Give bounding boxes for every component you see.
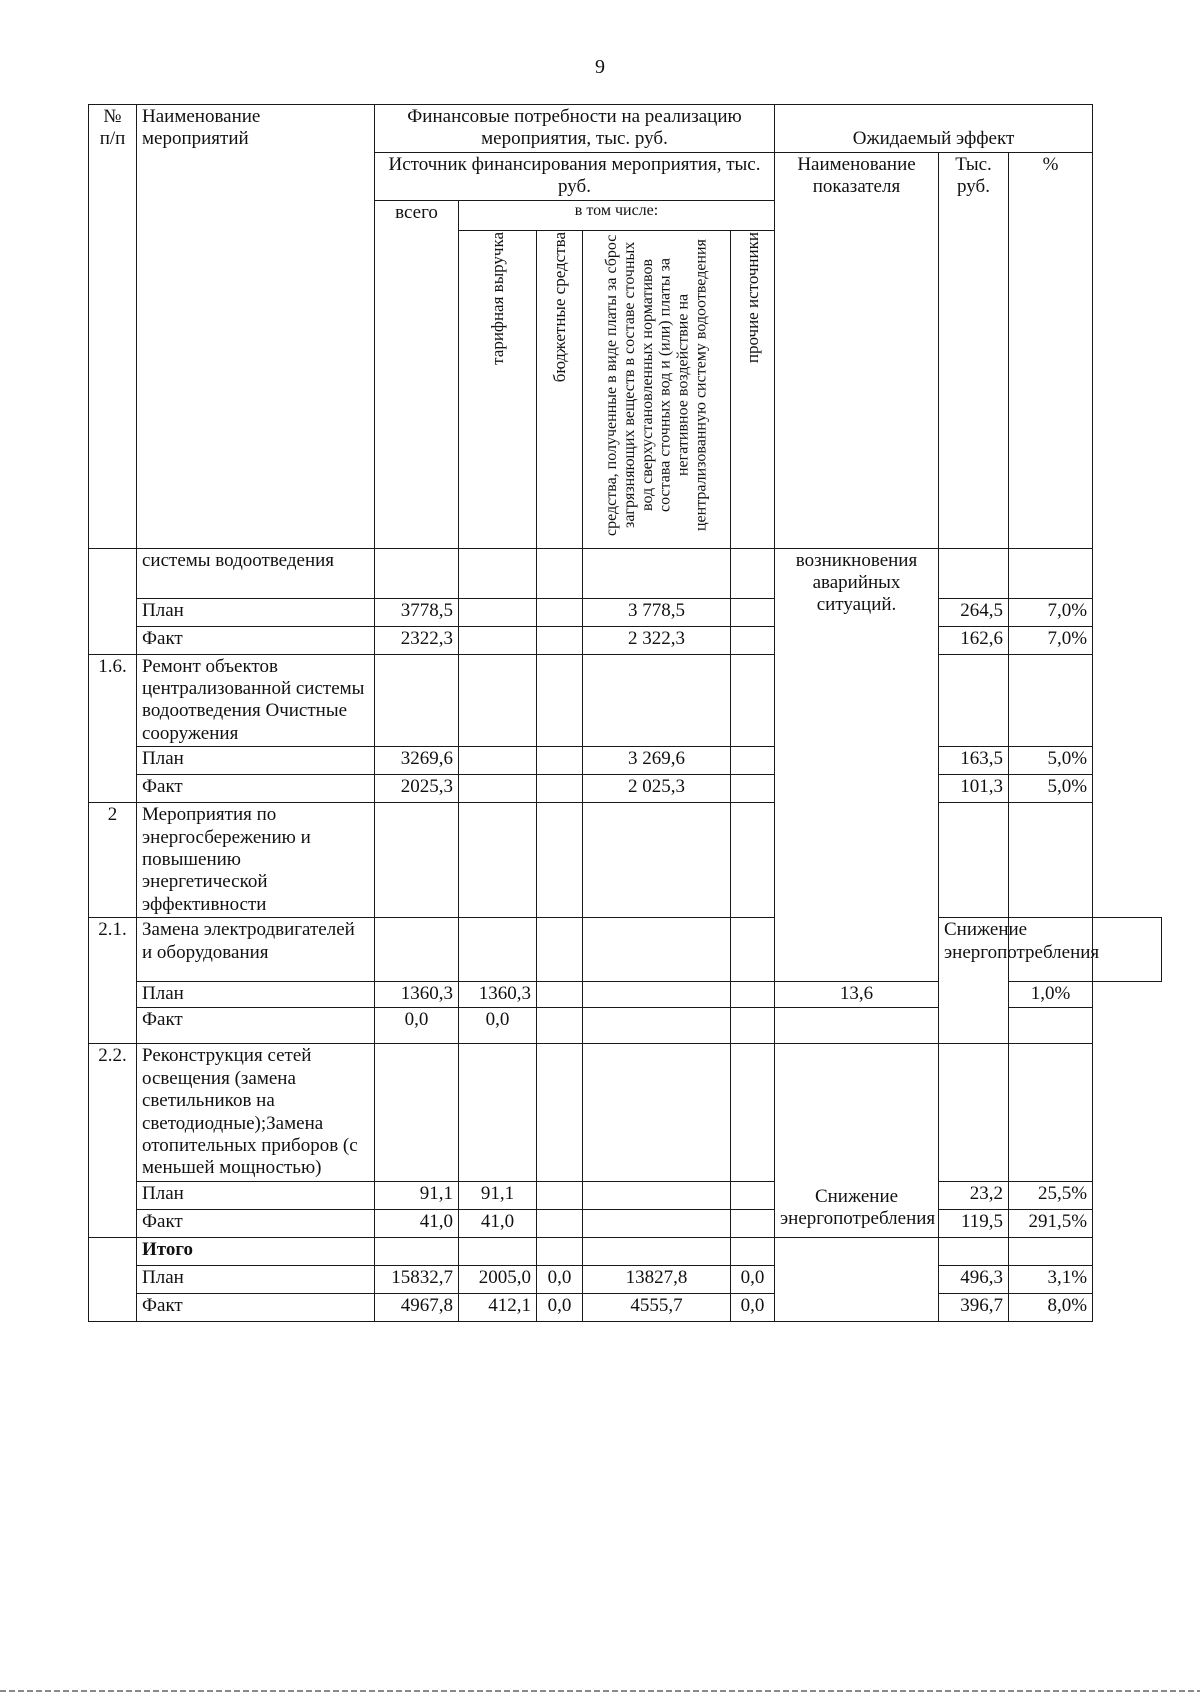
total-value: 1360,3 [375, 982, 459, 1008]
total-value: 4967,8 [375, 1293, 459, 1321]
cell [731, 982, 775, 1008]
tariff-value: 1360,3 [459, 982, 537, 1008]
row-label: План [137, 982, 375, 1008]
effect-pct-value: 5,0% [1009, 747, 1093, 775]
effect-pct-value: 3,1% [1009, 1265, 1093, 1293]
effect-tr-value: 496,3 [939, 1265, 1009, 1293]
payments-value: 2 322,3 [583, 626, 731, 654]
header-source: Источник финансирования мероприятия, тыс. руб. [375, 152, 775, 200]
row-name [137, 1237, 375, 1265]
total-value: 91,1 [375, 1181, 459, 1209]
cell [939, 548, 1009, 598]
cell [1009, 548, 1093, 598]
cell [459, 548, 537, 598]
cell [583, 654, 731, 747]
tariff-value: 91,1 [459, 1181, 537, 1209]
idx-cell [89, 1237, 137, 1321]
cell [731, 1237, 775, 1265]
effect-tr-value: 163,5 [939, 747, 1009, 775]
payments-value: 3 778,5 [583, 598, 731, 626]
header-payments: средства, полученные в виде платы за сброс загрязняющих веществ в составе сточных вод сверхустановленных нормативов состава сточных вод и (или) платы за негативное воздействие на централизованную систему водоотведения [583, 230, 731, 548]
row-label: План [137, 747, 375, 775]
cell [1009, 1044, 1093, 1181]
payments-value: 4555,7 [583, 1293, 731, 1321]
effect-tr-value: 101,3 [939, 775, 1009, 803]
cell [537, 1008, 583, 1044]
effect-pct-value: 1,0% [1009, 982, 1093, 1008]
effect-tr-value: 162,6 [939, 626, 1009, 654]
header-col-no: № п/п [89, 105, 137, 549]
cell [375, 654, 459, 747]
cell [537, 548, 583, 598]
row-index: 1.6. [89, 654, 137, 803]
page-number: 9 [595, 56, 605, 78]
cell [537, 626, 583, 654]
cell [459, 654, 537, 747]
cell [731, 548, 775, 598]
tariff-value: 41,0 [459, 1209, 537, 1237]
tariff-value: 0,0 [459, 1008, 537, 1044]
other-value: 0,0 [731, 1293, 775, 1321]
row-index: 2.1. [89, 918, 137, 1044]
header-total: всего [375, 200, 459, 548]
header-indicator-name: Наименование показателя [775, 152, 939, 548]
budget-value: 0,0 [537, 1265, 583, 1293]
cell [375, 548, 459, 598]
effect-tr-value: 23,2 [939, 1181, 1009, 1209]
header-expected-effect: Ожидаемый эффект [775, 105, 1093, 153]
scan-edge-line [0, 1690, 1200, 1692]
cell [537, 803, 583, 918]
effect-tr-value: 396,7 [939, 1293, 1009, 1321]
row-name: Ремонт объектов централизованной системы водоотведения Очистные сооружения [137, 654, 375, 747]
cell [537, 1237, 583, 1265]
cell [731, 1209, 775, 1237]
cell [775, 1008, 939, 1044]
other-value: 0,0 [731, 1265, 775, 1293]
cell [939, 1044, 1009, 1181]
effect-pct-value: 25,5% [1009, 1181, 1093, 1209]
total-value: 15832,7 [375, 1265, 459, 1293]
cell [939, 1237, 1009, 1265]
cell [459, 598, 537, 626]
effect-pct-value: 5,0% [1009, 775, 1093, 803]
cell [537, 598, 583, 626]
row-label: Факт [137, 1209, 375, 1237]
row-label: Факт [137, 1293, 375, 1321]
header-thousand-rub: Тыс. руб. [939, 152, 1009, 548]
row-name: Замена электродвигателей и оборудования [137, 918, 375, 982]
total-value: 3269,6 [375, 747, 459, 775]
row-label: План [137, 1181, 375, 1209]
effect-pct-value: 7,0% [1009, 626, 1093, 654]
header-other: прочие источники [731, 230, 775, 548]
cell [583, 803, 731, 918]
total-value: 3778,5 [375, 598, 459, 626]
effect-cell [775, 1237, 939, 1321]
cell [537, 775, 583, 803]
row-name: Мероприятия по энергосбережению и повышению энергетической эффективности [137, 803, 375, 918]
cell [731, 598, 775, 626]
tariff-value: 412,1 [459, 1293, 537, 1321]
cell [1009, 654, 1093, 747]
effect-cell: возникновения аварийных ситуаций. [775, 548, 939, 982]
total-value: 41,0 [375, 1209, 459, 1237]
cell [731, 803, 775, 918]
cell [939, 803, 1009, 918]
cell [459, 626, 537, 654]
cell [459, 918, 537, 982]
total-value: 2322,3 [375, 626, 459, 654]
effect-cell: Снижение энергопотребления [775, 1044, 939, 1237]
cell [537, 918, 583, 982]
effect-tr-value: 264,5 [939, 598, 1009, 626]
cell [731, 918, 775, 982]
cell [1009, 1237, 1093, 1265]
header-col-name: Наименование мероприятий [137, 105, 375, 549]
header-budget: бюджетные средства [537, 230, 583, 548]
cell [537, 654, 583, 747]
cell [731, 747, 775, 775]
cell [1009, 1008, 1093, 1044]
header-including: в том числе: [459, 200, 775, 230]
effect-pct-value: 291,5% [1009, 1209, 1093, 1237]
header-tariff: тарифная выручка [459, 230, 537, 548]
total-value: 0,0 [375, 1008, 459, 1044]
cell [731, 1044, 775, 1181]
cell [459, 1044, 537, 1181]
row-label: Факт [137, 775, 375, 803]
cell [583, 982, 731, 1008]
row-name: системы водоотведения [137, 548, 375, 598]
cell [731, 1008, 775, 1044]
row-label: План [137, 598, 375, 626]
cell [375, 1044, 459, 1181]
effect-tr-value: 13,6 [775, 982, 939, 1008]
budget-value: 0,0 [537, 1293, 583, 1321]
payments-value: 2 025,3 [583, 775, 731, 803]
cell [583, 548, 731, 598]
effect-tr-value: 119,5 [939, 1209, 1009, 1237]
header-percent: % [1009, 152, 1093, 548]
cell [537, 982, 583, 1008]
cell [583, 1044, 731, 1181]
cell [459, 1237, 537, 1265]
tariff-value: 2005,0 [459, 1265, 537, 1293]
cell [731, 775, 775, 803]
row-label: Факт [137, 1008, 375, 1044]
cell [1009, 803, 1093, 918]
cell [939, 654, 1009, 747]
cell [1093, 918, 1162, 982]
total-value: 2025,3 [375, 775, 459, 803]
total-title: Итого [142, 1238, 194, 1260]
header-financial-needs: Финансовые потребности на реализацию мероприятия, тыс. руб. [375, 105, 775, 153]
cell [731, 626, 775, 654]
cell [583, 1209, 731, 1237]
cell [459, 775, 537, 803]
row-index: 2.2. [89, 1044, 137, 1237]
cell [537, 1209, 583, 1237]
cell [459, 803, 537, 918]
cell [537, 1181, 583, 1209]
cell [731, 654, 775, 747]
cell [459, 747, 537, 775]
row-label: Факт [137, 626, 375, 654]
payments-value: 13827,8 [583, 1265, 731, 1293]
cell [583, 1008, 731, 1044]
cell [375, 803, 459, 918]
cell [583, 1237, 731, 1265]
idx-cell [89, 548, 137, 654]
cell [583, 918, 731, 982]
payments-value: 3 269,6 [583, 747, 731, 775]
row-label: План [137, 1265, 375, 1293]
cell [375, 1237, 459, 1265]
cell [731, 1181, 775, 1209]
effect-pct-value: 7,0% [1009, 598, 1093, 626]
effect-cell: Снижение энергопотребления [939, 918, 1009, 1044]
effect-pct-value: 8,0% [1009, 1293, 1093, 1321]
row-index: 2 [89, 803, 137, 918]
cell [375, 918, 459, 982]
cell [583, 1181, 731, 1209]
financing-table [88, 104, 1162, 1322]
row-name: Реконструкция сетей освещения (замена светильников на светодиодные);Замена отопительных приборов (с меньшей мощностью) [137, 1044, 375, 1181]
cell [537, 1044, 583, 1181]
cell [537, 747, 583, 775]
